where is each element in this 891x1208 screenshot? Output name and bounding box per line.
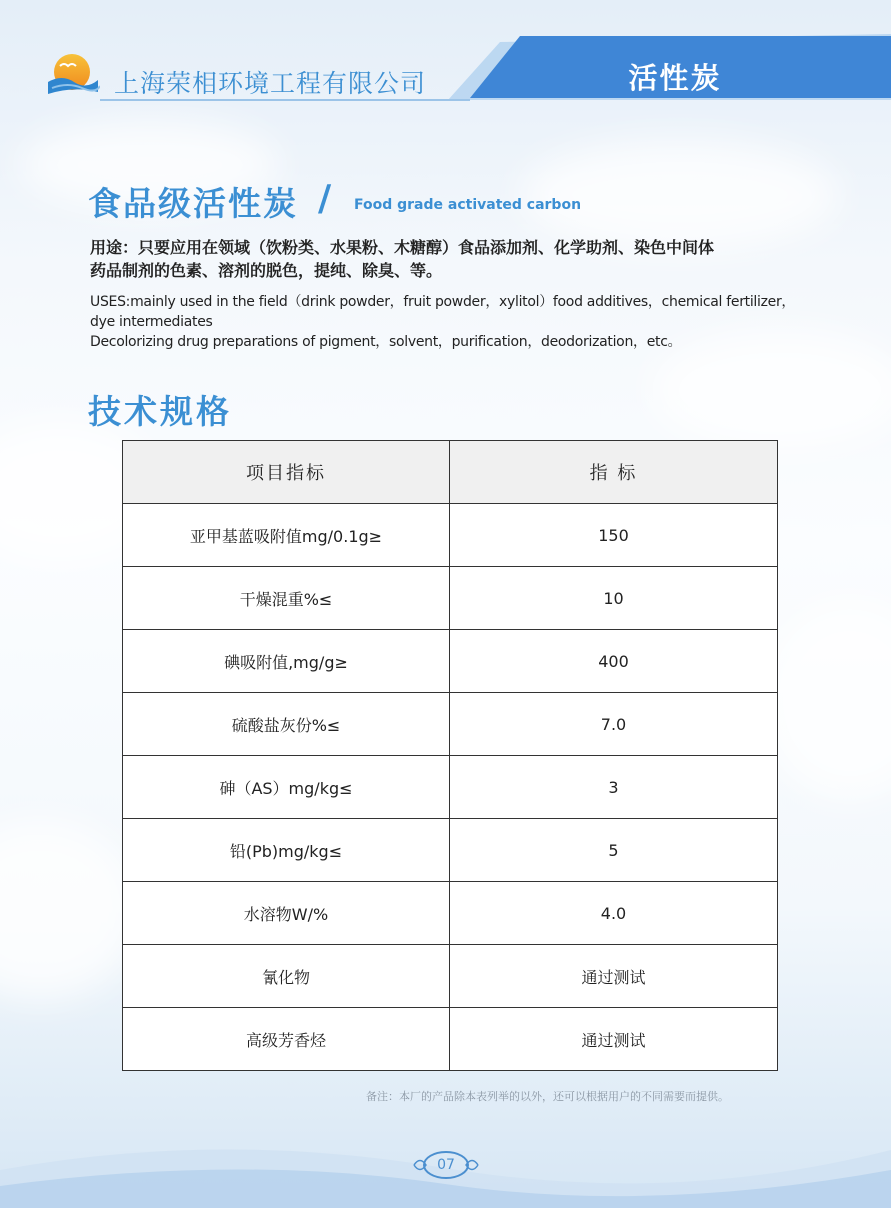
value-cell: 7.0: [450, 693, 778, 756]
table-row: [123, 819, 778, 882]
value-cell: 通过测试: [450, 1008, 778, 1071]
item-cell: 砷（AS）mg/kg≤: [123, 756, 450, 819]
header-item: 项目指标: [123, 441, 450, 504]
table-row: [123, 630, 778, 693]
usage-zh-line-1: 用途：只要应用在领域（饮粉类、水果粉、木糖醇）食品添加剂、化学助剂、染色中间体: [90, 238, 715, 257]
usage-en-line-2: dye intermediates: [90, 314, 213, 330]
value-cell: 通过测试: [450, 945, 778, 1008]
item-cell: 亚甲基蓝吸附值mg/0.1g≥: [123, 504, 450, 567]
item-cell: 硫酸盐灰份%≤: [123, 693, 450, 756]
item-cell: 碘吸附值,mg/g≥: [123, 630, 450, 693]
usage-en-line-3: Decolorizing drug preparations of pigment，solvent，purification，deodorization，etc。: [90, 334, 682, 350]
product-title: 活性炭: [628, 61, 722, 95]
table-row: [123, 1008, 778, 1071]
table-row: [123, 945, 778, 1008]
spec-title: 技术规格: [88, 392, 232, 431]
table-row: [123, 756, 778, 819]
spec-table: [122, 440, 778, 1071]
sun-bird-logo-icon: [44, 52, 100, 96]
footnote: 备注：本厂的产品除本表列举的以外，还可以根据用户的不同需要而提供。: [366, 1090, 729, 1103]
value-cell: 10: [450, 567, 778, 630]
table-row: [123, 693, 778, 756]
usage-zh: [90, 236, 850, 282]
title-slash: /: [318, 178, 332, 219]
section-title-en: Food grade activated carbon: [354, 197, 582, 213]
item-cell: 水溶物W/%: [123, 882, 450, 945]
value-cell: 150: [450, 504, 778, 567]
page-header: [0, 0, 891, 110]
table-header-row: [123, 441, 778, 504]
table-row: [123, 882, 778, 945]
header-value: 指 标: [450, 441, 778, 504]
company-name: 上海荣相环境工程有限公司: [114, 69, 427, 98]
value-cell: 5: [450, 819, 778, 882]
page-number: 07: [437, 1157, 455, 1173]
item-cell: 氰化物: [123, 945, 450, 1008]
usage-en: [90, 292, 850, 352]
table-row: [123, 504, 778, 567]
usage-zh-line-2: 药品制剂的色素、溶剂的脱色，提纯、除臭、等。: [90, 261, 443, 280]
value-cell: 4.0: [450, 882, 778, 945]
value-cell: 3: [450, 756, 778, 819]
item-cell: 干燥混重%≤: [123, 567, 450, 630]
section-title-zh: 食品级活性炭: [88, 184, 298, 223]
value-cell: 400: [450, 630, 778, 693]
item-cell: 高级芳香烃: [123, 1008, 450, 1071]
table-row: [123, 567, 778, 630]
item-cell: 铅(Pb)mg/kg≤: [123, 819, 450, 882]
usage-en-line-1: USES:mainly used in the field（drink powder，fruit powder，xylitol）food additives，chemical fertilizer，: [90, 294, 796, 310]
